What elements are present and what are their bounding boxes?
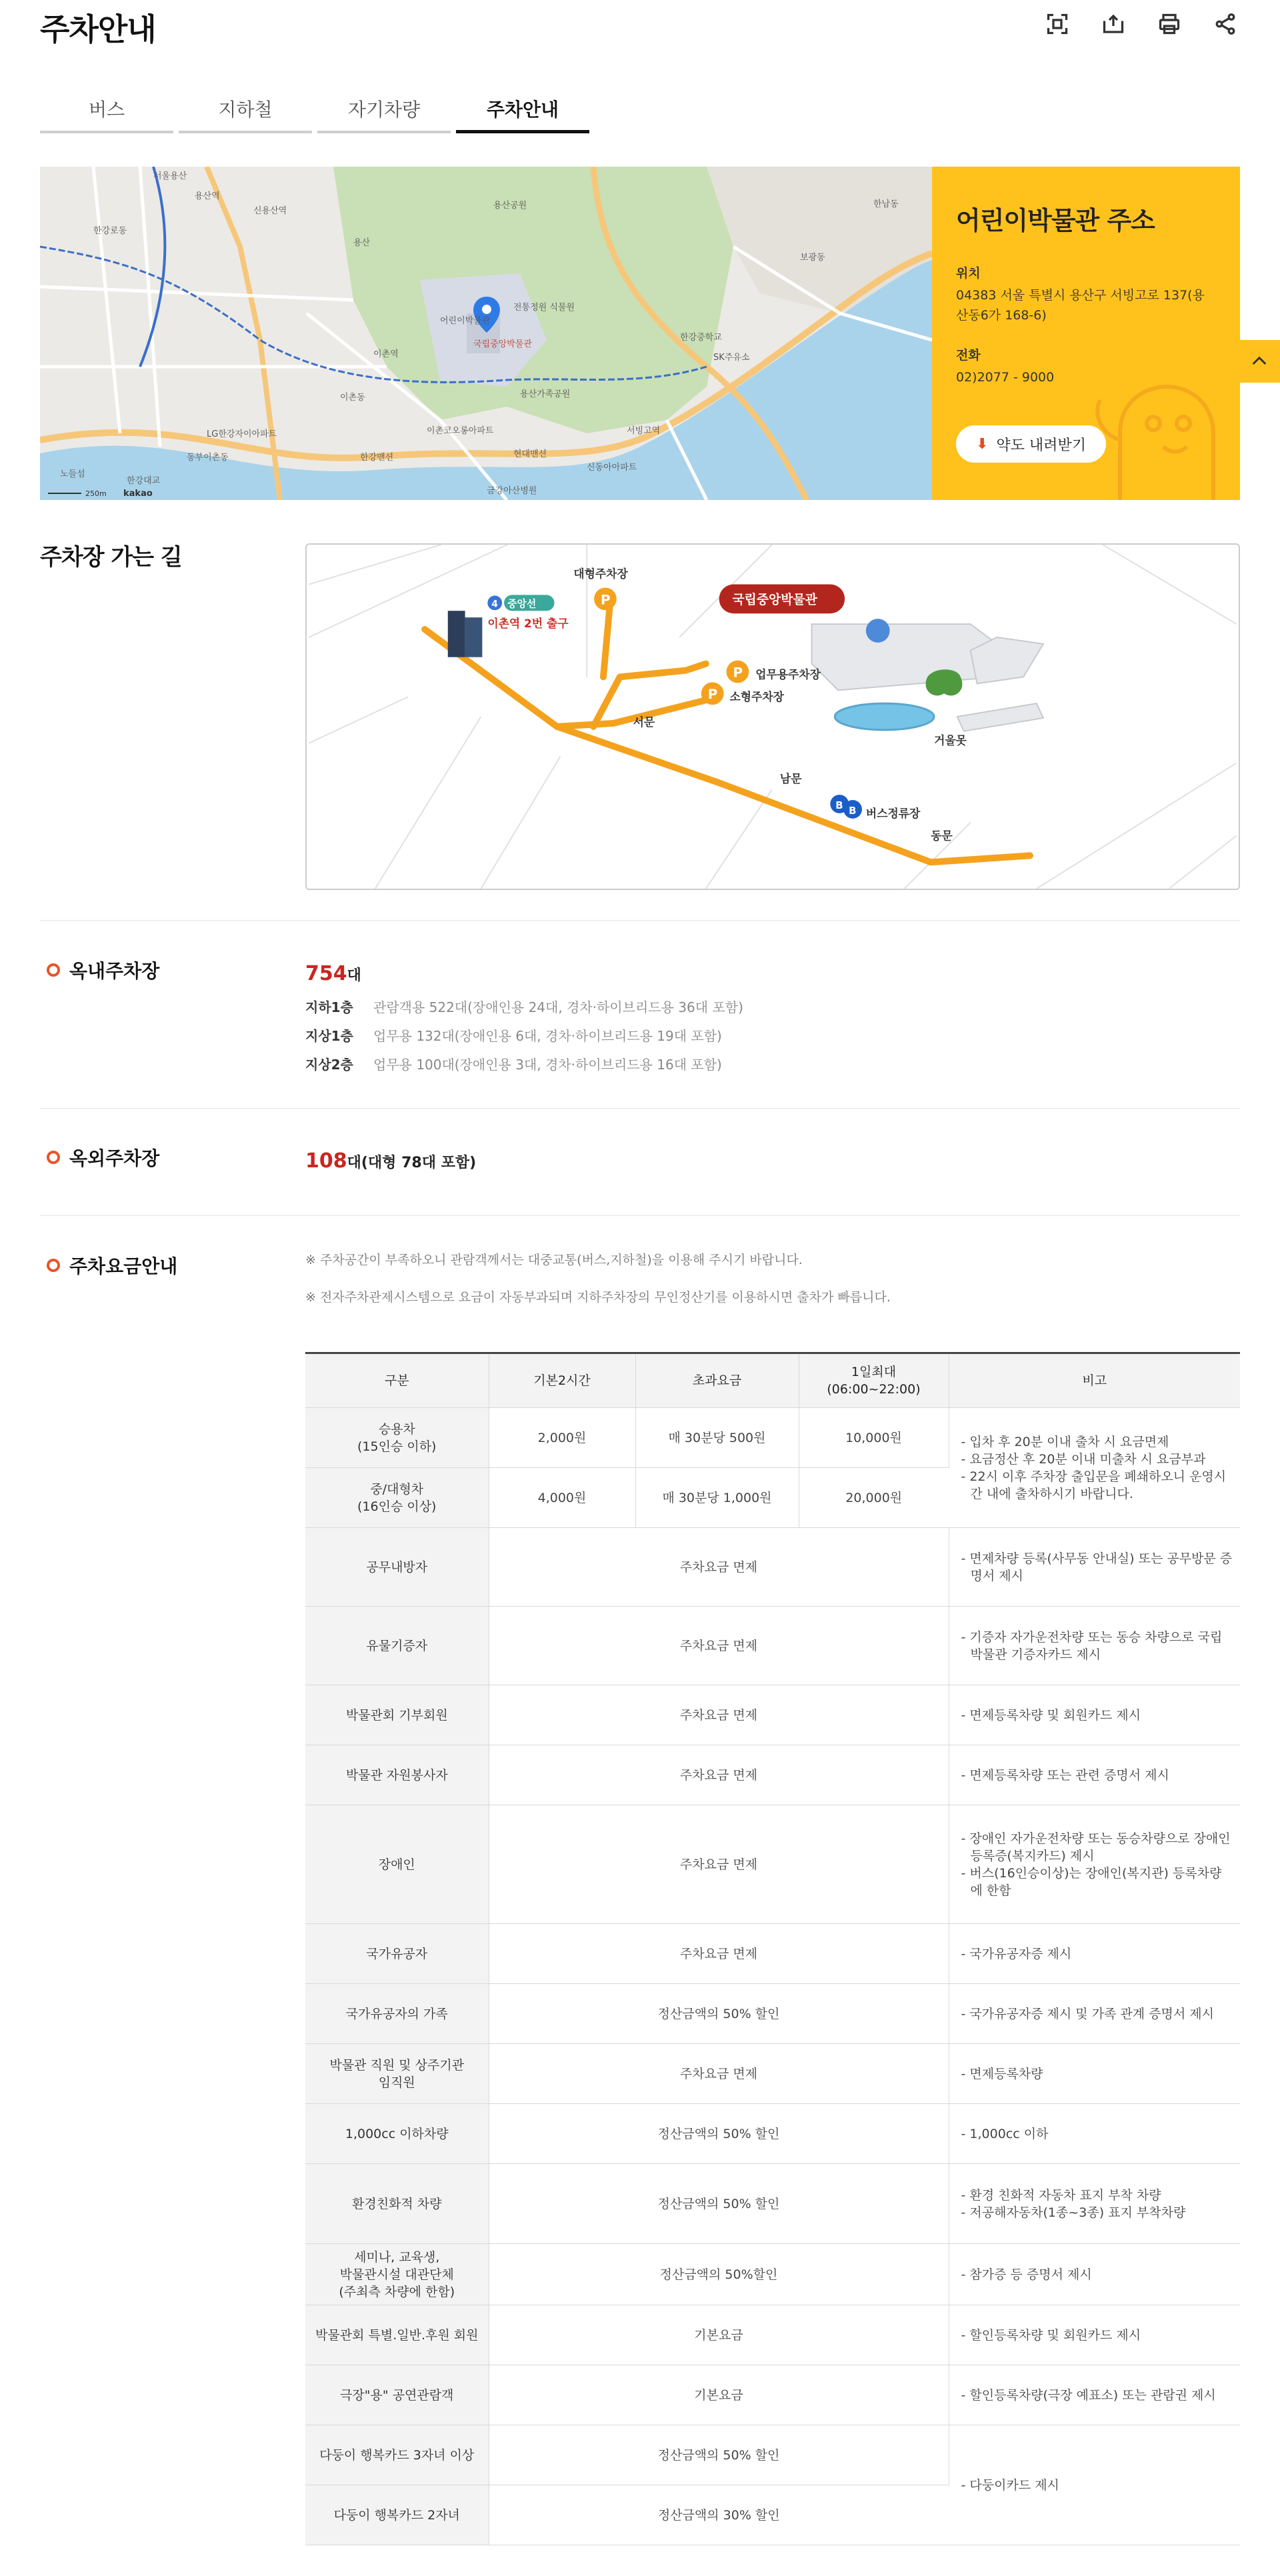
category-cell: 1,000cc 이하차량 <box>305 2104 489 2164</box>
fee-info-title <box>47 1252 177 1279</box>
map-label: 한강대교 <box>127 476 161 486</box>
note-line: - 다둥이카드 제시 <box>961 2477 1059 2493</box>
note-cell <box>949 2044 1240 2104</box>
chevron-up-icon <box>1249 351 1270 372</box>
note-line: - 22시 이후 주차장 출입문을 폐쇄하오니 운영시간 내에 출차하시기 바랍니다. <box>961 1469 1227 1501</box>
address-card <box>932 167 1240 500</box>
share-icon[interactable] <box>1211 9 1240 39</box>
tab-bus[interactable]: 버스 <box>40 87 173 133</box>
col-header: 비고 <box>949 1353 1240 1408</box>
category-cell: 다둥이 행복카드 2자녀 <box>305 2485 489 2545</box>
address-title: 어린이박물관 주소 <box>956 206 1155 235</box>
fee-cell: 주차요금 면제 <box>489 1745 949 1805</box>
floor-name: 지하1층 <box>305 999 353 1015</box>
note-cell <box>949 1528 1240 1607</box>
map-label: 서빙고역 <box>627 426 661 436</box>
svg-text:B: B <box>849 804 857 817</box>
map-label: 한남동 <box>873 199 899 209</box>
outdoor-parking-title <box>47 1144 159 1171</box>
category-cell: 중/대형차 (16인승 이상) <box>305 1468 489 1528</box>
bullet-ring-icon <box>47 1151 60 1164</box>
route-title: 주차장 가는 길 <box>40 544 182 571</box>
parking-route-map <box>305 543 1240 890</box>
note-cell <box>949 1685 1240 1745</box>
svg-text:P: P <box>707 687 718 703</box>
location-text: 04383 서울 특별시 용산구 서빙고로 137(용산동6가 168-6) <box>956 288 1205 323</box>
col-header: 기본2시간 <box>489 1353 635 1408</box>
category-cell: 장애인 <box>305 1805 489 1924</box>
note-cell <box>949 2305 1240 2365</box>
note-cell <box>949 1607 1240 1685</box>
svg-text:P: P <box>733 665 743 681</box>
indoor-count <box>305 962 361 985</box>
phone-text: 02)2077 - 9000 <box>956 370 1055 385</box>
extra-fee-cell: 매 30분당 1,000원 <box>635 1468 799 1528</box>
note-line: - 버스(16인승이상)는 장애인(복지관) 등록차량에 한함 <box>961 1865 1222 1898</box>
map-label: 보광동 <box>800 253 825 263</box>
line-label: 중앙선 <box>507 597 537 610</box>
svg-text:B: B <box>835 799 843 811</box>
map-label: LG한강자이아파트 <box>207 429 277 439</box>
map-label: 국립중앙박물관 <box>473 339 532 349</box>
location-map[interactable] <box>40 167 932 500</box>
table-row <box>305 1408 1240 1468</box>
floor-list <box>305 997 743 1083</box>
category-cell: 환경친화적 차량 <box>305 2164 489 2244</box>
bullet-ring-icon <box>47 1259 60 1272</box>
note-line: - 국가유공자증 제시 및 가족 관계 증명서 제시 <box>961 2006 1215 2021</box>
qr-code-icon[interactable] <box>1043 9 1072 39</box>
tab-subway[interactable]: 지하철 <box>179 87 312 133</box>
floor-desc: 관람객용 522대(장애인용 24대, 경차·하이브리드용 36대 포함) <box>373 999 743 1015</box>
map-label: 한강맨션 <box>360 453 394 463</box>
floor-name: 지상2층 <box>305 1057 353 1073</box>
category-cell: 다둥이 행복카드 3자녀 이상 <box>305 2425 489 2485</box>
extra-fee-cell: 매 30분당 500원 <box>635 1408 799 1468</box>
note-line: - 요금정산 후 20분 이내 미출차 시 요금부과 <box>961 1451 1206 1467</box>
note-line: - 입차 후 20분 이내 출차 시 요금면제 <box>961 1434 1169 1449</box>
map-label: 어린이박물관 <box>440 316 491 326</box>
download-icon: ⬇ <box>976 435 989 453</box>
table-row <box>305 1607 1240 1685</box>
floor-name: 지상1층 <box>305 1028 353 1044</box>
floor-row <box>305 1054 743 1073</box>
note-cell <box>949 1745 1240 1805</box>
note-cell <box>949 1984 1240 2044</box>
page-title: 주차안내 <box>40 11 156 47</box>
note-line: - 면제등록차량 또는 관련 증명서 제시 <box>961 1767 1169 1783</box>
fee-cell: 주차요금 면제 <box>489 1924 949 1984</box>
note-cell <box>949 1408 1240 1528</box>
indoor-title-text: 옥내주차장 <box>69 960 160 982</box>
note-line: - 면제등록차량 <box>961 2066 1043 2081</box>
map-label: 용산공원 <box>493 201 527 211</box>
fee-cell: 주차요금 면제 <box>489 1607 949 1685</box>
note-line: - 면제등록차량 및 회원카드 제시 <box>961 1707 1141 1723</box>
table-row <box>305 2425 1240 2485</box>
col-header: 구분 <box>305 1353 489 1408</box>
floor-row <box>305 997 743 1016</box>
fee-cell: 기본요금 <box>489 2365 949 2425</box>
map-label: 금강아산병원 <box>487 486 537 496</box>
pond-label: 거울못 <box>934 733 967 747</box>
note-cell <box>949 1805 1240 1924</box>
phone-label: 전화 <box>956 348 981 363</box>
note-line: - 면제차량 등록(사무동 안내실) 또는 공무방문 증명서 제시 <box>961 1551 1233 1583</box>
east-gate-label: 동문 <box>931 829 953 843</box>
outdoor-title-text: 옥외주차장 <box>69 1147 160 1169</box>
category-cell: 박물관 자원봉사자 <box>305 1745 489 1805</box>
category-cell: 박물관 직원 및 상주기관 임직원 <box>305 2044 489 2104</box>
indoor-count-number: 754 <box>305 962 347 985</box>
outdoor-count-unit: 대(대형 78대 포함) <box>347 1155 477 1171</box>
note-cell <box>949 2244 1240 2305</box>
category-cell: 국가유공자 <box>305 1924 489 1984</box>
bus-stop-label: 버스정류장 <box>865 806 921 820</box>
map-brand: kakao <box>123 489 153 499</box>
category-cell: 공무내방자 <box>305 1528 489 1607</box>
note-cell <box>949 2425 1240 2545</box>
map-label: 신용산역 <box>253 206 287 216</box>
table-row <box>305 2164 1240 2244</box>
table-header-row <box>305 1353 1240 1408</box>
tab-parking[interactable]: 주차안내 <box>456 87 589 133</box>
indoor-parking-title <box>47 957 159 983</box>
note-line: - 할인등록차량(극장 예표소) 또는 관람권 제시 <box>961 2387 1216 2403</box>
note-line: - 장애인 자가운전차량 또는 동승차량으로 장애인등록증(복지카드) 제시 <box>961 1831 1231 1863</box>
category-cell: 유물기증자 <box>305 1607 489 1685</box>
south-gate-label: 남문 <box>779 772 802 786</box>
map-label: 한강중학교 <box>680 333 722 343</box>
indoor-count-unit: 대 <box>347 967 361 984</box>
table-row <box>305 1984 1240 2044</box>
map-scale: 250m <box>85 489 107 498</box>
note-cell <box>949 1924 1240 1984</box>
section-divider <box>40 920 1240 921</box>
floor-desc: 업무용 132대(장애인용 6대, 경차·하이브리드용 19대 포함) <box>373 1028 722 1044</box>
category-cell: 세미나, 교육생, 박물관시설 대관단체 (주최측 차량에 한함) <box>305 2244 489 2305</box>
note-line: - 1,000cc 이하 <box>961 2126 1049 2141</box>
table-row <box>305 2104 1240 2164</box>
note-line: - 기증자 자가운전차량 또는 동승 차량으로 국립박물관 기증자카드 제시 <box>961 1629 1223 1662</box>
floor-row <box>305 1025 743 1045</box>
fee-title-text: 주차요금안내 <box>69 1255 178 1277</box>
note-line: - 환경 친화적 자동차 표지 부착 차량 <box>961 2187 1161 2203</box>
business-lot-label: 업무용주차장 <box>755 667 821 681</box>
map-label: 전통정원 식물원 <box>513 303 575 313</box>
fee-cell: 정산금액의 30% 할인 <box>489 2485 949 2545</box>
table-row <box>305 2244 1240 2305</box>
map-label: 용산역 <box>195 191 220 201</box>
table-row <box>305 2044 1240 2104</box>
table-row <box>305 1685 1240 1745</box>
large-lot-label: 대형주차장 <box>573 567 628 581</box>
category-cell: 박물관회 기부회원 <box>305 1685 489 1745</box>
map-label: 동부이촌동 <box>187 453 229 463</box>
line-number: 4 <box>491 599 498 610</box>
map-label: 노들섬 <box>60 469 85 479</box>
map-label: 용산가족공원 <box>520 389 571 399</box>
table-row <box>305 2305 1240 2365</box>
small-lot-label: 소형주차장 <box>729 690 784 704</box>
tab-bar <box>40 87 589 133</box>
fee-notes <box>305 1250 891 1325</box>
fee-note: ※ 주차공간이 부족하오니 관람객께서는 대중교통(버스,지하철)을 이용해 주시기 바랍니다. <box>305 1253 803 1267</box>
map-label: 서울용산 <box>153 171 187 181</box>
map-label: 신동아아파트 <box>587 463 637 473</box>
table-row <box>305 1745 1240 1805</box>
map-label: 이촌동 <box>340 393 365 403</box>
fee-note: ※ 전자주차관제시스템으로 요금이 자동부과되며 지하주차장의 무인정산기를 이용하시면 출차가 빠릅니다. <box>305 1290 891 1305</box>
fee-cell: 정산금액의 50% 할인 <box>489 2104 949 2164</box>
table-row <box>305 1924 1240 1984</box>
max-fee-cell: 10,000원 <box>799 1408 949 1468</box>
map-label: 한강로동 <box>93 226 127 236</box>
note-line: - 할인등록차량 및 회원카드 제시 <box>961 2327 1141 2343</box>
fee-cell: 기본요금 <box>489 2305 949 2365</box>
note-line: - 참가증 등 증명서 제시 <box>961 2267 1092 2282</box>
outdoor-count-number: 108 <box>305 1149 347 1173</box>
map-label: 이촌코오롱아파트 <box>427 426 494 436</box>
floor-desc: 업무용 100대(장애인용 3대, 경차·하이브리드용 16대 포함) <box>373 1057 722 1073</box>
download-label: 약도 내려받기 <box>996 437 1086 454</box>
toolbar <box>1043 9 1240 39</box>
col-header: 초과요금 <box>635 1353 799 1408</box>
scroll-top-button[interactable] <box>1239 340 1280 383</box>
map-label: 용산 <box>353 238 371 248</box>
fee-table <box>305 1352 1240 2545</box>
table-row <box>305 1528 1240 1607</box>
basic-fee-cell: 2,000원 <box>489 1408 635 1468</box>
col-header: 1일최대 (06:00~22:00) <box>799 1353 949 1408</box>
basic-fee-cell: 4,000원 <box>489 1468 635 1528</box>
location-label: 위치 <box>956 266 981 281</box>
svg-text:P: P <box>601 592 611 608</box>
category-cell: 국가유공자의 가족 <box>305 1984 489 2044</box>
category-cell: 박물관회 특별.일반.후원 회원 <box>305 2305 489 2365</box>
map-label: 이촌역 <box>373 349 399 359</box>
section-divider <box>40 1108 1240 1109</box>
fee-cell: 주차요금 면제 <box>489 2044 949 2104</box>
fee-cell: 주차요금 면제 <box>489 1805 949 1924</box>
note-cell <box>949 2365 1240 2425</box>
bullet-ring-icon <box>47 963 60 977</box>
map-label: SK주유소 <box>713 353 750 363</box>
fee-cell: 주차요금 면제 <box>489 1528 949 1607</box>
fee-cell: 정산금액의 50% 할인 <box>489 2425 949 2485</box>
note-line: - 저공해자동차(1종~3종) 표지 부착차량 <box>961 2205 1186 2220</box>
note-line: - 국가유공자증 제시 <box>961 1946 1072 1961</box>
museum-label: 국립중앙박물관 <box>732 593 817 607</box>
west-gate-label: 서문 <box>633 715 655 729</box>
section-divider <box>40 1215 1240 1216</box>
fee-cell: 정산금액의 50% 할인 <box>489 2164 949 2244</box>
note-cell <box>949 2104 1240 2164</box>
table-row <box>305 1805 1240 1924</box>
share-box-icon[interactable] <box>1099 9 1128 39</box>
tab-car[interactable]: 자기차량 <box>317 87 451 133</box>
mascot-illustration <box>1080 360 1227 500</box>
fee-cell: 정산금액의 50%할인 <box>489 2244 949 2305</box>
max-fee-cell: 20,000원 <box>799 1468 949 1528</box>
category-cell: 승용차 (15인승 이하) <box>305 1408 489 1468</box>
category-cell: 극장"용" 공연관람객 <box>305 2365 489 2425</box>
outdoor-count <box>305 1149 476 1173</box>
print-icon[interactable] <box>1155 9 1184 39</box>
note-cell <box>949 2164 1240 2244</box>
table-row <box>305 2365 1240 2425</box>
exit-label: 이촌역 2번 출구 <box>487 617 569 631</box>
map-label: 현대맨션 <box>513 449 547 459</box>
fee-cell: 정산금액의 50% 할인 <box>489 1984 949 2044</box>
fee-cell: 주차요금 면제 <box>489 1685 949 1745</box>
